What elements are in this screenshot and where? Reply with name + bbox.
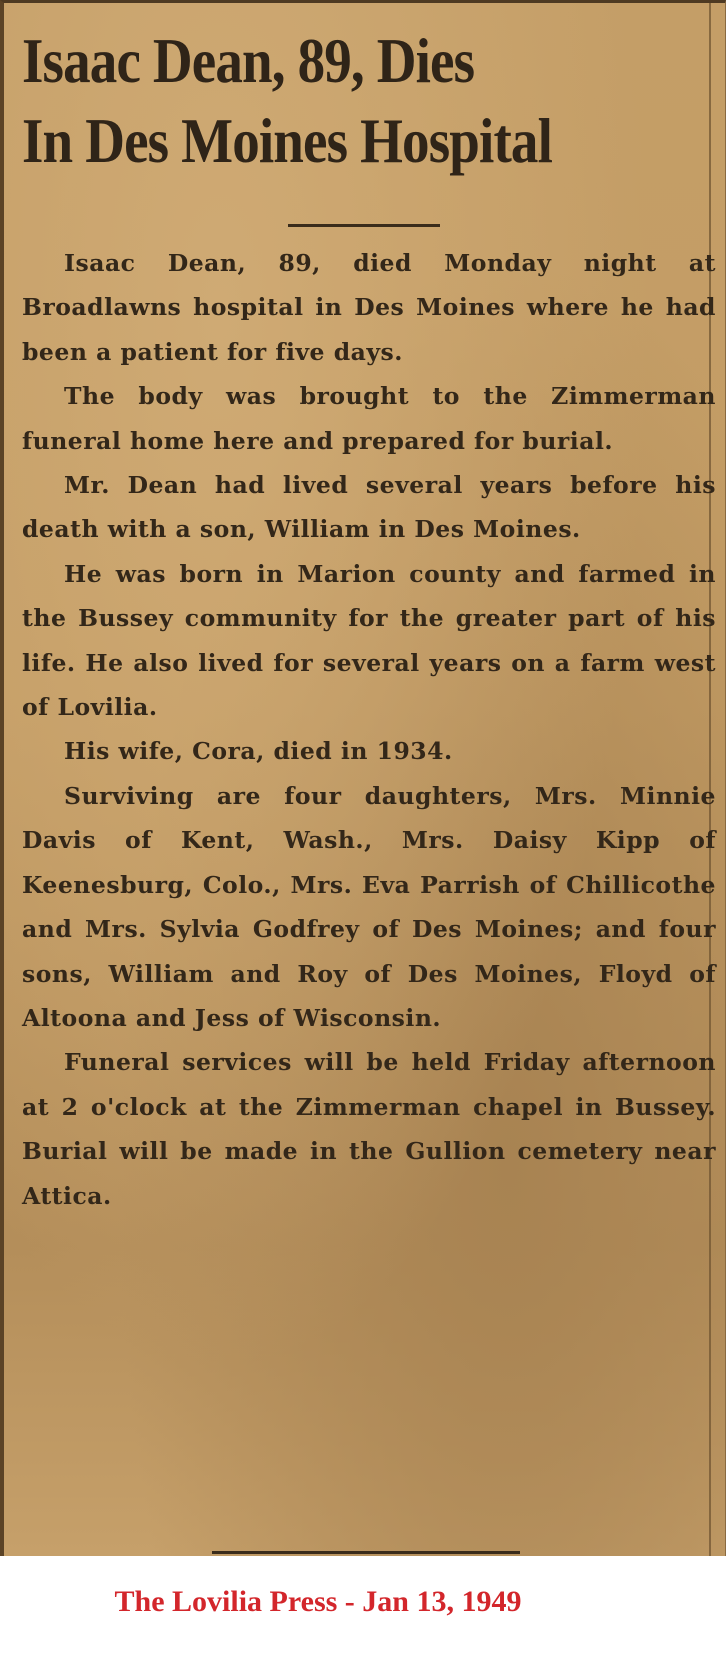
paragraph: Isaac Dean, 89, died Monday night at Broadlawns hospital in Des Moines where he had been a patient for five days. [22,249,716,366]
article-end-divider [212,1551,520,1554]
paragraph: His wife, Cora, died in 1934. [64,737,453,766]
paragraph: Funeral services will be held Friday afternoon at 2 o'clock at the Zimmerman chapel in Bussey. Burial will be made in the Gullion cemetery near Attica. [22,1048,716,1210]
headline-line-1: Isaac Dean, 89, Dies [22,25,475,96]
source-caption: The Lovilia Press - Jan 13, 1949 [114,1585,522,1618]
headline-line-2: In Des Moines Hospital [22,105,553,176]
paragraph: Mr. Dean had lived several years before his death with a son, William in Des Moines. [22,471,716,544]
headline-divider [288,224,440,227]
article-body [22,241,716,1218]
paragraph: Surviving are four daughters, Mrs. Minnie Davis of Kent, Wash., Mrs. Daisy Kipp of Keenesburg, Colo., Mrs. Eva Parrish of Chillicothe and Mrs. Sylvia Godfrey of Des Moines; and four sons, William and Roy of Des Moines, Floyd of Altoona and Jess of Wisconsin. [22,781,716,1032]
paragraph: He was born in Marion county and farmed in the Bussey community for the greater part of his life. He also lived for several years on a farm west of Lovilia. [22,559,716,722]
paragraph: The body was brought to the Zimmerman funeral home here and prepared for burial. [22,382,716,455]
article-headline [22,21,624,181]
